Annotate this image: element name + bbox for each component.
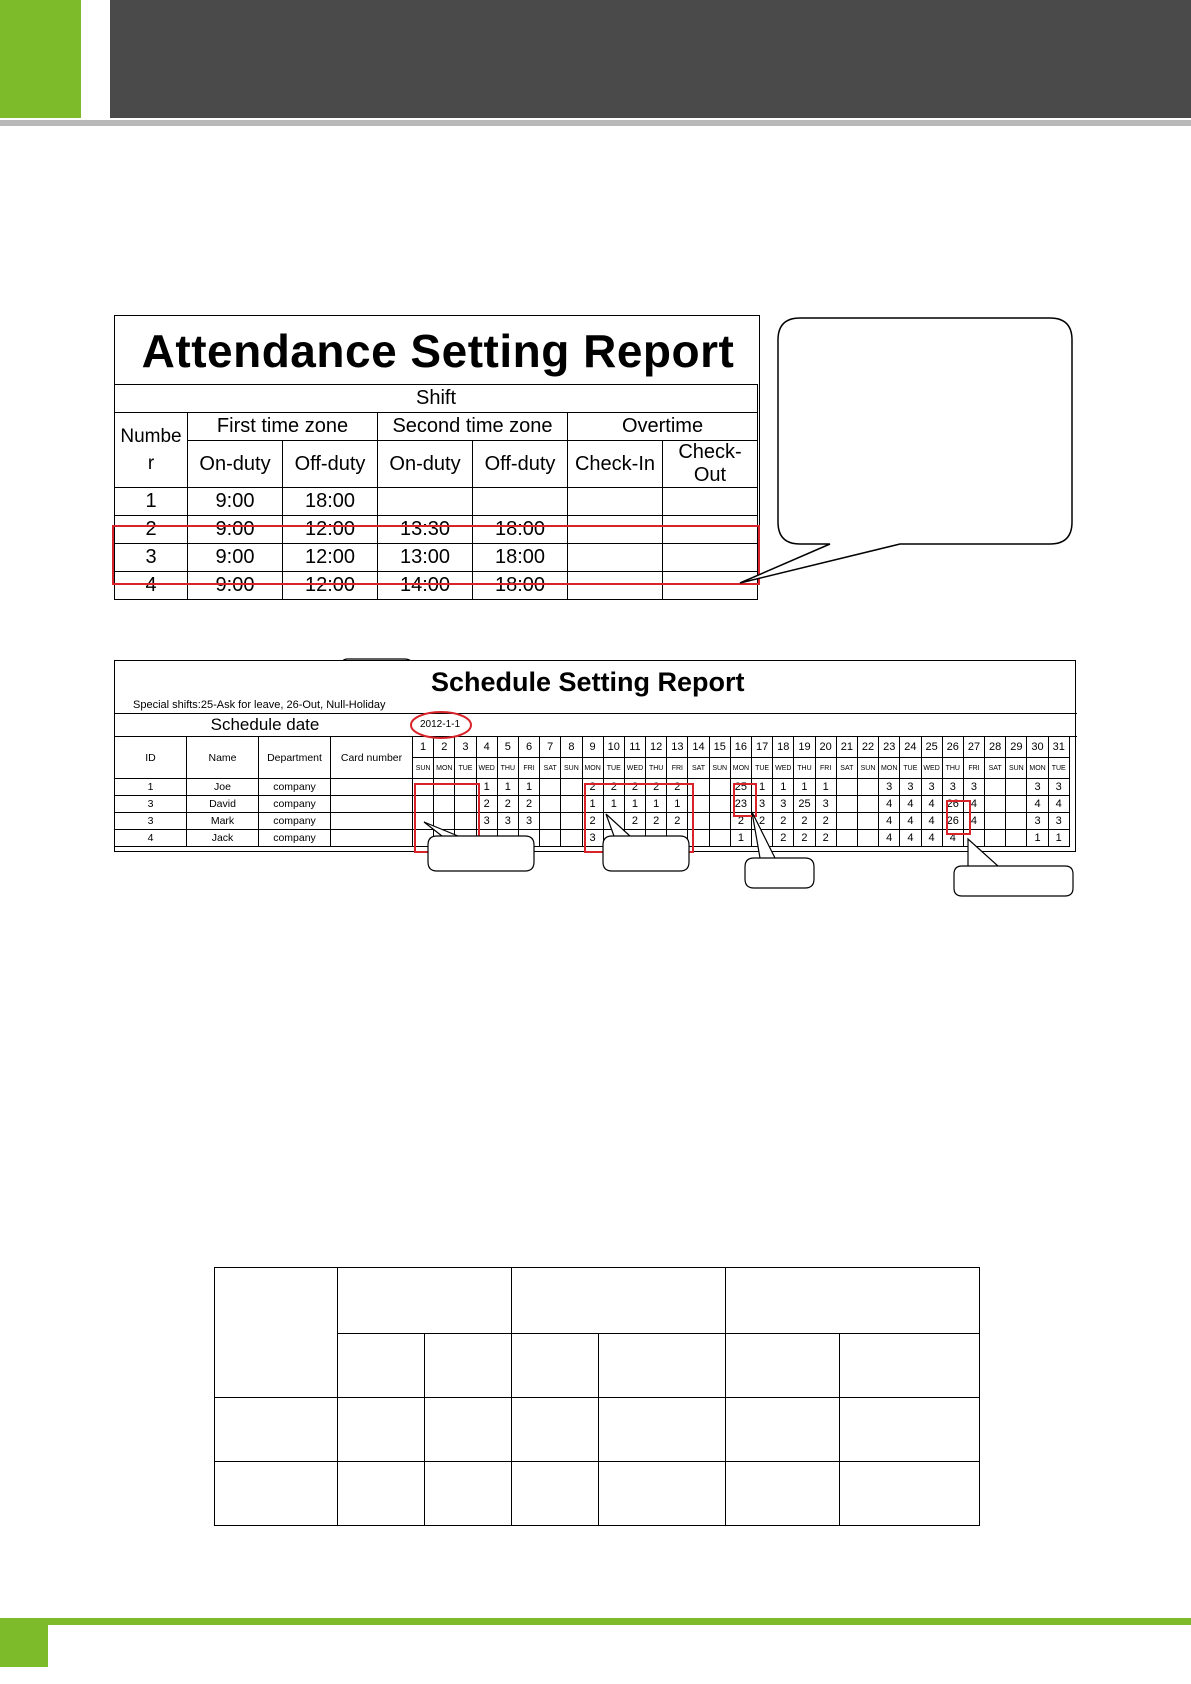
- sub-header: On-duty: [188, 441, 283, 488]
- shift-cell: 2: [794, 830, 815, 847]
- callout-bubble-out: [954, 839, 1073, 896]
- shift-cell: 4: [879, 813, 900, 830]
- shift-cell: 4: [879, 796, 900, 813]
- shift-cell: 4: [921, 813, 942, 830]
- day-number: 9: [582, 737, 603, 758]
- shift-cell: 1: [667, 796, 688, 813]
- day-number: 12: [646, 737, 667, 758]
- weekday-label: SAT: [836, 758, 857, 779]
- shift-cell: 2: [773, 830, 794, 847]
- day-number: 7: [540, 737, 561, 758]
- employee-department: company: [259, 779, 331, 796]
- day-number: 1: [413, 737, 434, 758]
- second-time-zone-header: Second time zone: [378, 413, 568, 441]
- shift-cell: 3: [942, 779, 963, 796]
- weekday-label: MON: [879, 758, 900, 779]
- shift-cell: 2: [518, 796, 539, 813]
- weekday-label: WED: [476, 758, 497, 779]
- shift-cell: 2: [497, 796, 518, 813]
- shift-cell: 1: [497, 779, 518, 796]
- day-number: 3: [455, 737, 476, 758]
- empty-cell: [726, 1398, 840, 1462]
- attendance-cell-on1: 9:00: [188, 572, 283, 600]
- employee-name: Joe: [187, 779, 259, 796]
- shift-cell: 2: [624, 813, 645, 830]
- day-number: 2: [434, 737, 455, 758]
- shift-cell: 1: [582, 796, 603, 813]
- shift-cell: 3: [752, 796, 773, 813]
- weekday-label: MON: [434, 758, 455, 779]
- schedule-header-cell: Department: [259, 737, 331, 779]
- attendance-cell-off2: 18:00: [473, 516, 568, 544]
- attendance-cell-on2: 14:00: [378, 572, 473, 600]
- weekday-label: TUE: [900, 758, 921, 779]
- shift-cell: 3: [815, 796, 836, 813]
- shift-cell: 1: [476, 779, 497, 796]
- weekday-label: WED: [773, 758, 794, 779]
- weekday-label: THU: [942, 758, 963, 779]
- day-number: 17: [752, 737, 773, 758]
- shift-cell: 3: [921, 779, 942, 796]
- employee-id: 4: [115, 830, 187, 847]
- weekday-label: SUN: [413, 758, 434, 779]
- day-number: 10: [603, 737, 624, 758]
- sub-header: Check-Out: [663, 441, 758, 488]
- attendance-cell-off1: 12:00: [283, 544, 378, 572]
- day-number: 29: [1006, 737, 1027, 758]
- employee-department: company: [259, 830, 331, 847]
- attendance-cell-on2: 13:00: [378, 544, 473, 572]
- shift-cell: 4: [900, 830, 921, 847]
- weekday-label: TUE: [1048, 758, 1069, 779]
- weekday-label: SUN: [857, 758, 878, 779]
- weekday-label: FRI: [963, 758, 984, 779]
- weekday-label: TUE: [603, 758, 624, 779]
- empty-cell: [425, 1398, 512, 1462]
- shift-cell: 2: [667, 813, 688, 830]
- employee-name: Jack: [187, 830, 259, 847]
- attendance-cell-off1: 12:00: [283, 572, 378, 600]
- schedule-report-title: Schedule Setting Report: [431, 667, 745, 697]
- shift-cell: 26: [942, 796, 963, 813]
- shift-header: Shift: [115, 385, 758, 413]
- employee-id: 3: [115, 813, 187, 830]
- empty-cell: [215, 1268, 338, 1398]
- shift-cell: 25: [730, 779, 751, 796]
- shift-cell: 3: [1027, 779, 1048, 796]
- attendance-cell-on1: 9:00: [188, 488, 283, 516]
- day-number: 14: [688, 737, 709, 758]
- day-number: 4: [476, 737, 497, 758]
- shift-cell: 3: [900, 779, 921, 796]
- shift-cell: 1: [603, 796, 624, 813]
- schedule-header-cell: ID: [115, 737, 187, 779]
- shift-cell: 4: [942, 830, 963, 847]
- day-number: 11: [624, 737, 645, 758]
- shift-cell: 3: [963, 779, 984, 796]
- empty-cell: [599, 1398, 726, 1462]
- shift-cell: 2: [582, 813, 603, 830]
- special-shifts-note: Special shifts:25-Ask for leave, 26-Out, Null-Holiday: [133, 699, 386, 711]
- shift-cell: 2: [794, 813, 815, 830]
- weekday-label: THU: [794, 758, 815, 779]
- empty-cell: [425, 1334, 512, 1398]
- shift-cell: 25: [794, 796, 815, 813]
- day-number: 8: [561, 737, 582, 758]
- employee-department: company: [259, 813, 331, 830]
- shift-cell: 2: [476, 796, 497, 813]
- first-time-zone-header: First time zone: [188, 413, 378, 441]
- empty-cell: [215, 1398, 338, 1462]
- shift-cell: 3: [1048, 813, 1069, 830]
- empty-attendance-table: [214, 1267, 980, 1526]
- weekday-label: SAT: [540, 758, 561, 779]
- schedule-header-cell: Card number: [331, 737, 413, 779]
- empty-cell: [425, 1462, 512, 1526]
- weekday-label: FRI: [815, 758, 836, 779]
- shift-cell: 2: [646, 779, 667, 796]
- attendance-cell-on1: 9:00: [188, 516, 283, 544]
- shift-cell: 3: [497, 813, 518, 830]
- schedule-date-label: Schedule date: [210, 715, 320, 734]
- weekday-label: WED: [624, 758, 645, 779]
- shift-cell: 2: [667, 779, 688, 796]
- empty-cell: [512, 1268, 726, 1334]
- callout-bubble-week: [603, 814, 689, 871]
- day-number: 15: [709, 737, 730, 758]
- shift-cell: 4: [963, 813, 984, 830]
- schedule-date-value: 2012-1-1: [420, 719, 461, 730]
- shift-cell: 4: [1048, 796, 1069, 813]
- day-number: 23: [879, 737, 900, 758]
- leave-highlight-box: [734, 784, 756, 816]
- weekday-label: THU: [646, 758, 667, 779]
- weekday-label: FRI: [518, 758, 539, 779]
- day-number: 20: [815, 737, 836, 758]
- attendance-cell-off1: 18:00: [283, 488, 378, 516]
- day-number: 31: [1048, 737, 1069, 758]
- shift-cell: 4: [900, 796, 921, 813]
- shift-cell: 3: [476, 813, 497, 830]
- empty-cell: [840, 1334, 980, 1398]
- day-number: 6: [518, 737, 539, 758]
- shift-cell: 4: [1027, 796, 1048, 813]
- shift-cell: 3: [1027, 813, 1048, 830]
- empty-cell: [338, 1268, 512, 1334]
- shift-cell: 1: [1048, 830, 1069, 847]
- empty-cell: [338, 1334, 425, 1398]
- empty-cell: [599, 1462, 726, 1526]
- empty-cell: [512, 1462, 599, 1526]
- attendance-cell-on2: 13:30: [378, 516, 473, 544]
- weekday-label: MON: [730, 758, 751, 779]
- shift-cell: 2: [603, 779, 624, 796]
- shift-cell: 2: [752, 813, 773, 830]
- attendance-cell-off2: 18:00: [473, 572, 568, 600]
- attendance-cell-number: 4: [115, 572, 188, 600]
- sub-header: Check-In: [568, 441, 663, 488]
- weekday-label: SUN: [1006, 758, 1027, 779]
- attendance-cell-off1: 12:00: [283, 516, 378, 544]
- shift-cell: 1: [773, 779, 794, 796]
- shift-cell: 4: [879, 830, 900, 847]
- shift-cell: 2: [646, 813, 667, 830]
- shift-cell: 2: [730, 813, 751, 830]
- day-number: 26: [942, 737, 963, 758]
- shift-cell: 1: [518, 779, 539, 796]
- schedule-header-cell: Name: [187, 737, 259, 779]
- number-header: Number: [115, 413, 188, 488]
- shift-cell: 2: [815, 813, 836, 830]
- attendance-report-title: Attendance Setting Report: [141, 325, 735, 377]
- employee-name: David: [187, 796, 259, 813]
- empty-cell: [338, 1398, 425, 1462]
- day-number: 24: [900, 737, 921, 758]
- sub-header: Off-duty: [473, 441, 568, 488]
- attendance-cell-off2: 18:00: [473, 544, 568, 572]
- day-number: 27: [963, 737, 984, 758]
- empty-cell: [726, 1462, 840, 1526]
- employee-id: 1: [115, 779, 187, 796]
- shift-cell: 1: [624, 796, 645, 813]
- footer-green-block: [0, 1625, 48, 1667]
- weekday-label: TUE: [455, 758, 476, 779]
- weekday-label: WED: [921, 758, 942, 779]
- shift-cell: 3: [879, 779, 900, 796]
- weekday-label: SAT: [985, 758, 1006, 779]
- empty-cell: [599, 1334, 726, 1398]
- sub-header: On-duty: [378, 441, 473, 488]
- empty-cell: [512, 1334, 599, 1398]
- shift-cell: 4: [963, 796, 984, 813]
- empty-cell: [726, 1268, 980, 1334]
- shift-cell: 3: [773, 796, 794, 813]
- weekday-label: THU: [497, 758, 518, 779]
- shift-cell: 2: [815, 830, 836, 847]
- day-number: 19: [794, 737, 815, 758]
- attendance-cell-number: 3: [115, 544, 188, 572]
- attendance-cell-number: 2: [115, 516, 188, 544]
- schedule-date-circle: [411, 712, 471, 738]
- day-number: 18: [773, 737, 794, 758]
- weekday-label: MON: [1027, 758, 1048, 779]
- shift-cell: 3: [518, 813, 539, 830]
- day-number: 22: [857, 737, 878, 758]
- employee-department: company: [259, 796, 331, 813]
- weekday-label: SUN: [561, 758, 582, 779]
- employee-id: 3: [115, 796, 187, 813]
- weekday-label: SAT: [688, 758, 709, 779]
- shift-cell: 4: [921, 796, 942, 813]
- day-number: 16: [730, 737, 751, 758]
- shift-cell: 4: [900, 813, 921, 830]
- shift-cell: 26: [942, 813, 963, 830]
- day-number: 13: [667, 737, 688, 758]
- attendance-cell-on1: 9:00: [188, 544, 283, 572]
- empty-cell: [215, 1462, 338, 1526]
- empty-cell: [840, 1462, 980, 1526]
- empty-cell: [726, 1334, 840, 1398]
- day-number: 5: [497, 737, 518, 758]
- weekday-label: TUE: [752, 758, 773, 779]
- empty-cell: [512, 1398, 599, 1462]
- day-number: 28: [985, 737, 1006, 758]
- weekday-label: SUN: [709, 758, 730, 779]
- footer-rule: [0, 1618, 1191, 1625]
- day-number: 21: [836, 737, 857, 758]
- shift-cell: 23: [730, 796, 751, 813]
- employee-name: Mark: [187, 813, 259, 830]
- day-number: 30: [1027, 737, 1048, 758]
- weekday-label: MON: [582, 758, 603, 779]
- weekday-label: FRI: [667, 758, 688, 779]
- empty-cell: [338, 1462, 425, 1526]
- shift-cell: 2: [624, 779, 645, 796]
- shift-cell: 1: [752, 779, 773, 796]
- shift-cell: 2: [773, 813, 794, 830]
- shift-cell: 2: [582, 779, 603, 796]
- day-number: 25: [921, 737, 942, 758]
- shift-cell: 3: [1048, 779, 1069, 796]
- shift-cell: 1: [815, 779, 836, 796]
- shift-cell: 1: [646, 796, 667, 813]
- shift-cell: 3: [582, 830, 603, 847]
- shift-cell: 1: [1027, 830, 1048, 847]
- shift-cell: 1: [794, 779, 815, 796]
- sub-header: Off-duty: [283, 441, 378, 488]
- shift-cell: 1: [730, 830, 751, 847]
- attendance-cell-number: 1: [115, 488, 188, 516]
- callout-bubble-leave: [745, 812, 814, 888]
- empty-cell: [840, 1398, 980, 1462]
- shift-cell: 4: [921, 830, 942, 847]
- overtime-header: Overtime: [568, 413, 758, 441]
- out-highlight-box: [947, 801, 970, 834]
